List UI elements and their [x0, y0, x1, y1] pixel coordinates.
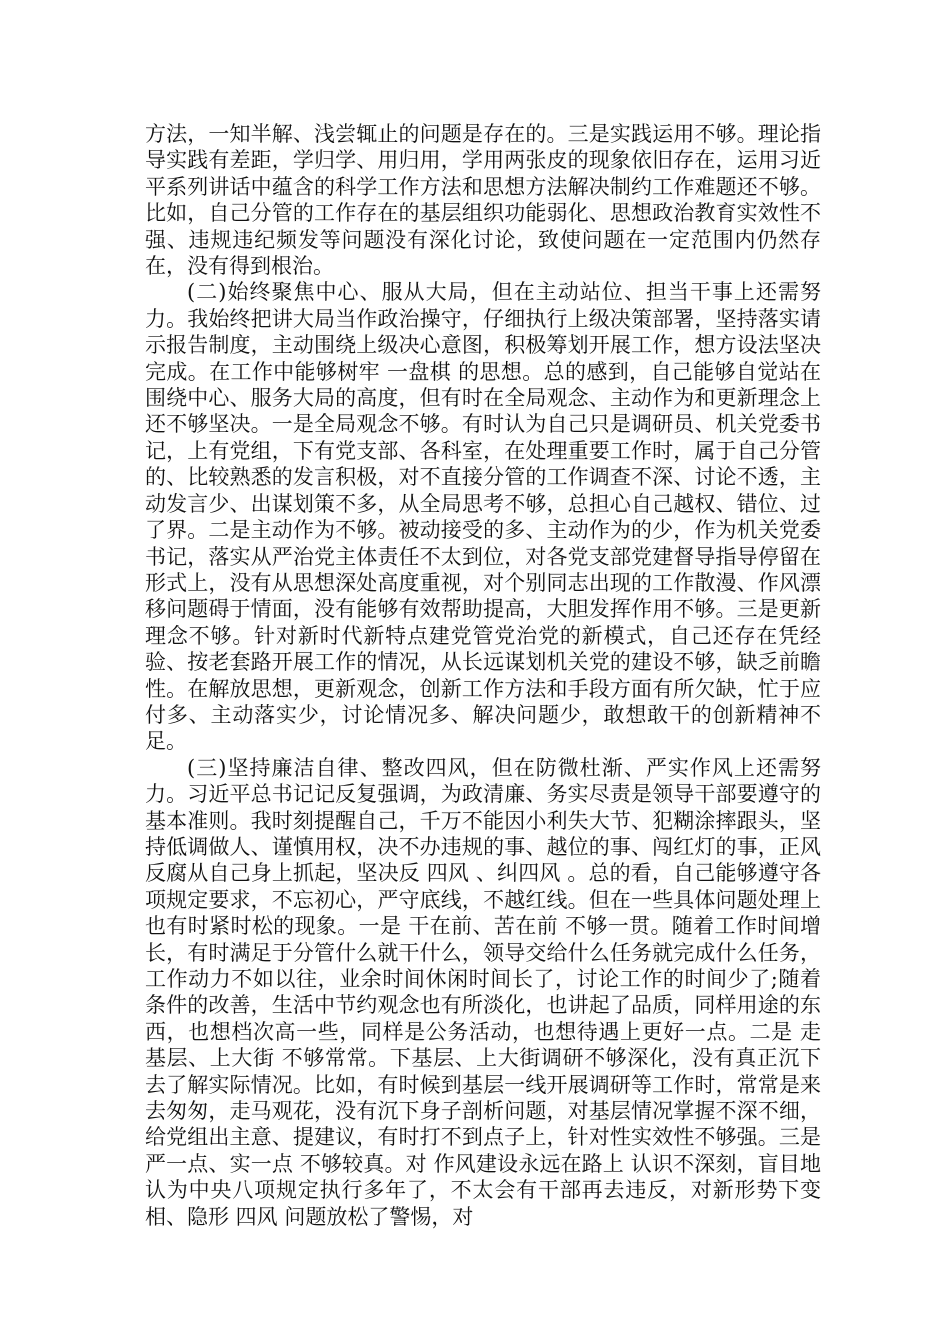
paragraph-section-2: (二)始终聚焦中心、服从大局，但在主动站位、担当干事上还需努力。我始终把讲大局当作政治操守，仔细执行上级决策部署，坚持落实请示报告制度，主动围绕上级决心意图，积极筹划开展工作，想方设法坚决完成。在工作中能够树牢 一盘棋 的思想。总的感到，自己能够自觉站在围绕中心、服务大局的高度，但有时在全局观念、主动作为和更新理念上还不够坚决。一是全局观念不够。有时认为自己只是调研员、机关党委书记，上有党组，下有党支部、各科室，在处理重要工作时，属于自己分管的、比较熟悉的发言积极，对不直接分管的工作调查不深、讨论不透，主动发言少、出谋划策不多，从全局思考不够，总担心自己越权、错位、过了界。二是主动作为不够。被动接受的多、主动作为的少，作为机关党委书记，落实从严治党主体责任不太到位，对各党支部党建督导指导停留在形式上，没有从思想深处高度重视，对个别同志出现的工作散漫、作风漂移问题碍于情面，没有能够有效帮助提高，大胆发挥作用不够。三是更新理念不够。针对新时代新特点建党管党治党的新模式，自己还存在凭经验、按老套路开展工作的情况，从长远谋划机关党的建设不够，缺乏前瞻性。在解放思想，更新观念，创新工作方法和手段方面有所欠缺，忙于应付多、主动落实少，讨论情况多、解决问题少，敢想敢干的创新精神不足。 [145, 280, 821, 754]
document-body [145, 121, 821, 1230]
paragraph-continuation: 方法，一知半解、浅尝辄止的问题是存在的。三是实践运用不够。理论指导实践有差距，学归学、用归用，学用两张皮的现象依旧存在，运用习近平系列讲话中蕴含的科学工作方法和思想方法解决制约工作难题还不够。比如，自己分管的工作存在的基层组织功能弱化、思想政治教育实效性不强、违规违纪频发等问题没有深化讨论，致使问题在一定范围内仍然存在，没有得到根治。 [145, 122, 821, 279]
paragraph-section-3: (三)坚持廉洁自律、整改四风，但在防微杜渐、严实作风上还需努力。习近平总书记记反复强调，为政清廉、务实尽责是领导干部要遵守的基本准则。我时刻提醒自己，千万不能因小利失大节、犯糊涂摔跟头，坚持低调做人、谨慎用权，决不办违规的事、越位的事、闯红灯的事，正风反腐从自己身上抓起，坚决反 四风 、纠四风 。总的看，自己能够遵守各项规定要求，不忘初心，严守底线，不越红线。但在一些具体问题处理上也有时紧时松的现象。一是 干在前、苦在前 不够一贯。随着工作时间增长，有时满足于分管什么就干什么，领导交给什么任务就完成什么任务，工作动力不如以往，业余时间休闲时间长了，讨论工作的时间少了;随着条件的改善，生活中节约观念也有所淡化，也讲起了品质，同样用途的东西，也想档次高一些，同样是公务活动，也想待遇上更好一点。二是 走基层、上大街 不够常常。下基层、上大街调研不够深化，没有真正沉下去了解实际情况。比如，有时候到基层一线开展调研等工作时，常常是来去匆匆，走马观花，没有沉下身子剖析问题，对基层情况掌握不深不细，给党组出主意、提建议，有时打不到点子上，针对性实效性不够强。三是 严一点、实一点 不够较真。对 作风建设永远在路上 认识不深刻，盲目地认为中央八项规定执行多年了，不太会有干部再去违反，对新形势下变相、隐形 四风 问题放松了警惕，对 [145, 755, 821, 1229]
